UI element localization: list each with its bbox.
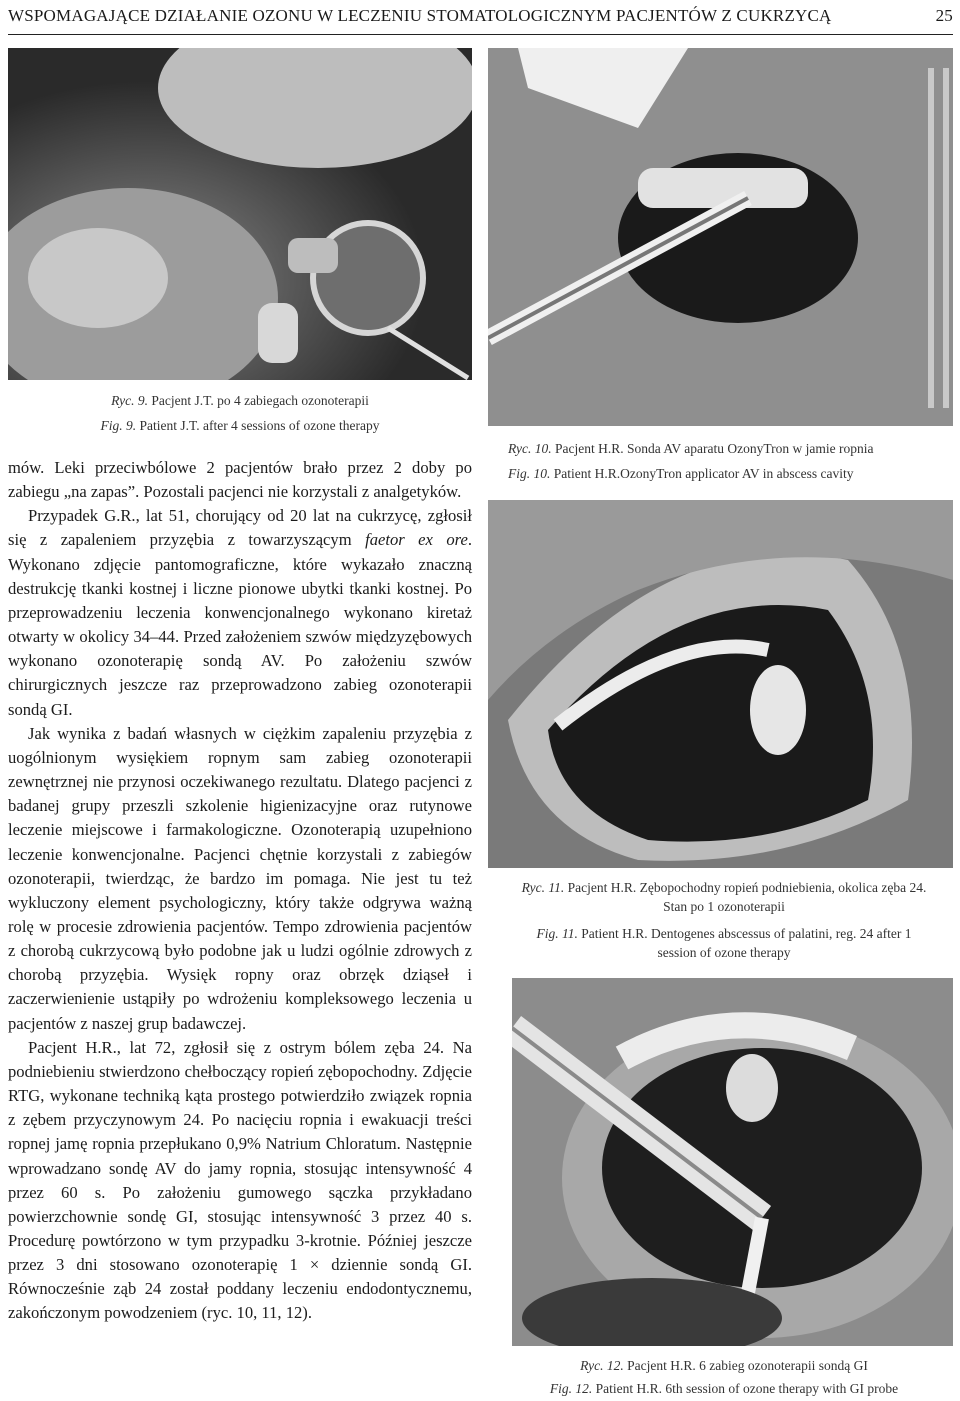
paragraph-1: mów. Leki przeciwbólowe 2 pacjentów brało przez 2 doby po zabiegu „na zapas”. Pozostali pacjenci nie korzystali z analgetyków. [8, 458, 472, 502]
figure-9-pl-text: Pacjent J.T. po 4 zabiegach ozonoterapii [151, 393, 369, 408]
figure-10-photo [488, 48, 953, 426]
paragraph-3: Jak wynika z badań własnych w ciężkim zapaleniu przyzębia z uogólnionym wysiękiem ropnym sam zabieg ozonoterapii zewnętrznej nie przynosi oczekiwanego rezultatu. Dlatego pacjenci z badanej grupy przeszli szkolenie higienizacyjne oraz rutynowe leczenie miejscowe i farmakologiczne. Ozonoterapią uzupełniono leczenie konwencjonalne. Pacjenci chętnie korzystali z zabiegów ozonoterapii, twierdząc, że bardzo im pomaga. Nie jest tu też wykluczony element psychologiczny, który także odgrywa ważną rolę w procesie zdrowienia pacjentów. Tempo zdrowienia pacjentów z chorobą cukrzycową było podobne jak u ludzi ogólnie zdrowych z chorobą przyzębia. Wysięk ropny oraz obrzęk dziąseł i zaczerwienienie ustąpiły po wdrożeniu kompleksowego leczenia u pacjentów z naszej grup badawczej. [8, 723, 472, 1033]
figure-12-pl-label: Ryc. 12. [580, 1358, 624, 1373]
figure-12-image [512, 978, 953, 1346]
figure-11-pl-line2: Stan po 1 ozonoterapii [663, 899, 785, 914]
figure-12-en-label: Fig. 12. [549, 1381, 593, 1396]
figure-9-photo [8, 48, 472, 380]
body-text-column [8, 456, 472, 1326]
figure-11-pl-line1: Pacjent H.R. Zębopochodny ropień podniebienia, okolica zęba 24. [567, 880, 927, 895]
page-number: 25 [935, 6, 953, 25]
running-title: WSPOMAGAJĄCE DZIAŁANIE OZONU W LECZENIU STOMATOLOGICZNYM PACJENTÓW Z CUKRZYCĄ [8, 6, 832, 25]
figure-9-pl-label: Ryc. 9. [111, 393, 148, 408]
figure-11-image [488, 500, 953, 868]
figure-11-caption [488, 878, 960, 962]
figure-11-photo [488, 500, 953, 868]
figure-10-pl-label: Ryc. 10. [508, 441, 552, 456]
figure-10-caption [508, 439, 958, 483]
figure-9-en-label: Fig. 9. [100, 418, 137, 433]
paragraph-4: Pacjent H.R., lat 72, zgłosił się z ostrym bólem zęba 24. Na podniebieniu stwierdzono chełboczący ropień zębopochodny. Zdjęcie RTG, wykonane techniką kąta prostego potwierdziło związek ropnia z zębem przyczynowym 24. Po nacięciu ropnia i ewakuacji treści ropnej jamę ropnia przepłukano 0,9% Natrium Chloratum. Następnie wprowadzano sondę AV do jamy ropnia, stosując intensywność 4 przez 60 s. Po założeniu gumowego sączka przykładano powierzchownie sondę GI, stosując intensywność 3 przez 40 s. Procedurę powtórzono w tym przypadku 3-krotnie. Później jeszcze przez 3 dni stosowano ozonoterapię 1 × dziennie sondą GI. Równocześnie ząb 24 został poddany leczeniu endodontycznemu, zakończonym powodzeniem (ryc. 10, 11, 12). [8, 1037, 472, 1323]
paragraph-2-start: Przypadek G.R., lat 51, chorujący od 20 lat na cukrzycę, zgłosił się z zapaleniem przyzębia z towarzyszącym [8, 506, 472, 550]
figure-10-en-text: Patient H.R.OzonyTron applicator AV in abscess cavity [553, 466, 854, 481]
figure-12-caption [488, 1356, 960, 1398]
paragraph-2 [8, 504, 472, 721]
figure-10-pl-text: Pacjent H.R. Sonda AV aparatu OzonyTron w jamie ropnia [555, 441, 874, 456]
figure-9-image [8, 48, 472, 380]
figure-12-pl-text: Pacjent H.R. 6 zabieg ozonoterapii sondą GI [627, 1358, 868, 1373]
figure-9-en-text: Patient J.T. after 4 sessions of ozone therapy [139, 418, 380, 433]
figure-10-en-label: Fig. 10. [508, 466, 551, 481]
paragraph-2-italic: faetor ex ore [365, 530, 468, 550]
figure-11-en-line1: Patient H.R. Dentogenes abscessus of palatini, reg. 24 after 1 [581, 926, 912, 941]
figure-9-caption [8, 391, 472, 435]
figure-11-en-label: Fig. 11. [536, 926, 578, 941]
figure-10-image [488, 48, 953, 426]
paragraph-2-end: . Wykonano zdjęcie pantomograficzne, które wykazało znaczną destrukcję tkanki kostnej i liczne pionowe ubytki tkanki kostnej. Po przeprowadzeniu leczenia konwencjonalnego wykonano kiretaż otwarty w okolicy 34–44. Przed założeniem szwów międzyzębowych wykonano ozonoterapię sondą AV. Po założeniu szwów chirurgicznych jeszcze raz przeprowadzono zabieg ozonoterapii sondą GI. [8, 530, 472, 719]
figure-12-photo [512, 978, 953, 1346]
running-header [8, 2, 953, 35]
figure-11-pl-label: Ryc. 11. [521, 880, 565, 895]
figure-11-en-line2: session of ozone therapy [657, 945, 791, 960]
figure-12-en-text: Patient H.R. 6th session of ozone therapy with GI probe [595, 1381, 899, 1396]
